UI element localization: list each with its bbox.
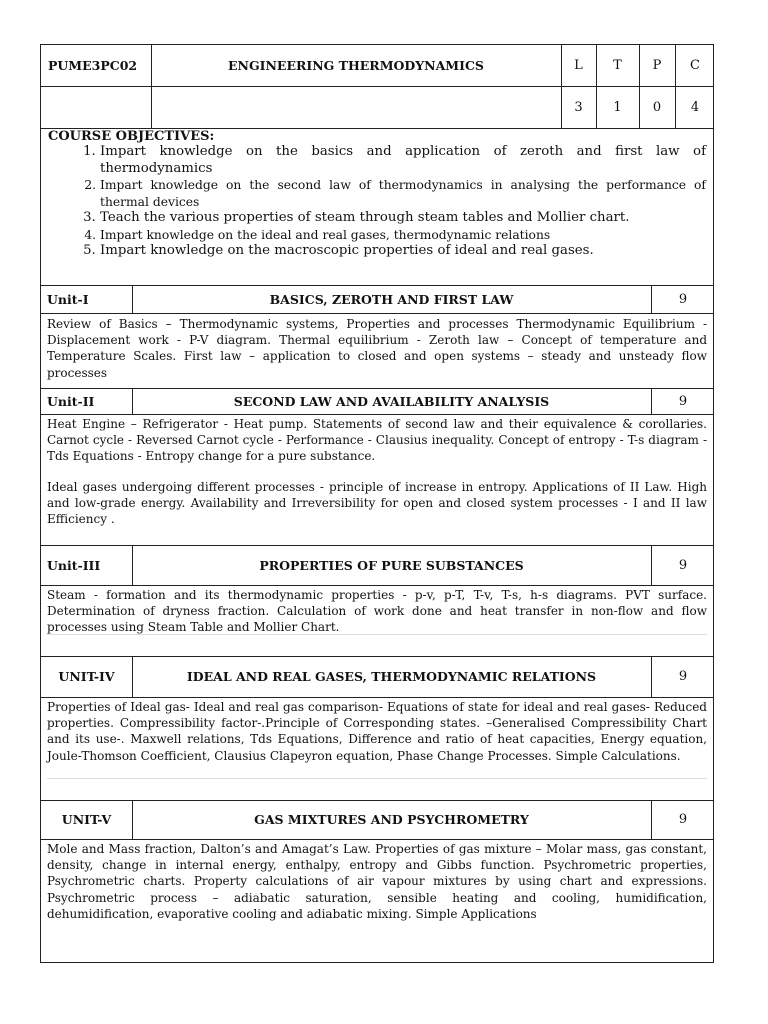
- ltpc-value-t: 1: [613, 99, 622, 115]
- unit-2-label: Unit-II: [47, 393, 95, 409]
- unit-5-content: [41, 840, 713, 960]
- ltpc-value-l: 3: [574, 99, 583, 115]
- unit-1-label: Unit-I: [47, 291, 89, 307]
- ltpc-header-l: L: [574, 58, 583, 73]
- course-code: PUME3PC02: [48, 58, 138, 73]
- unit-2-paragraph: Ideal gases undergoing different processes - principle of increase in entropy. Applications of II Law. High and low-grade energy. Availability and Irreversibility for open and closed system processes - I and II law Efficiency .: [47, 479, 707, 527]
- unit-3-label: Unit-III: [47, 557, 101, 573]
- objective-item: 4. Impart knowledge on the ideal and real gases, thermodynamic relations: [100, 227, 706, 244]
- ltpc-header-p: P: [652, 58, 662, 73]
- ltpc-header-t: T: [613, 58, 622, 73]
- objective-item: 5. Impart knowledge on the macroscopic properties of ideal and real gases.: [100, 243, 706, 260]
- unit-1-paragraph: Review of Basics – Thermodynamic systems, Properties and processes Thermodynamic Equilibrium - Displacement work - P-V diagram. Thermal equilibrium - Zeroth law – Concept of temperature and Temperature Scales. First law – application to closed and open systems – steady and unsteady flow processes: [47, 317, 707, 380]
- unit-3-paragraph: Steam - formation and its thermodynamic properties - p-v, p-T, T-v, T-s, h-s diagrams. PVT surface. Determination of dryness fraction. Calculation of work done and heat transfer in non-flow and flow processes using Steam Table and Mollier Chart.: [47, 588, 707, 635]
- unit-3-hours: 9: [678, 557, 688, 573]
- objectives-list: [48, 144, 706, 260]
- ltpc-value-c: 4: [690, 99, 700, 115]
- unit-2-content: [41, 415, 713, 545]
- ltpc-header-c: C: [690, 58, 700, 73]
- syllabus-frame: [40, 44, 714, 963]
- unit-3-content: [41, 586, 713, 638]
- unit-5-label: UNIT-V: [61, 812, 112, 827]
- objectives-section: [41, 128, 713, 285]
- unit-2-paragraph: Heat Engine – Refrigerator - Heat pump. Statements of second law and their equivalence & corollaries. Carnot cycle - Reversed Carnot cycle - Performance - Clausius inequality. Concept of entropy - T-s diagram - Tds Equations - Entropy change for a pure substance.: [47, 417, 707, 464]
- unit-5-paragraph: Mole and Mass fraction, Dalton’s and Amagat’s Law. Properties of gas mixture – Molar mass, gas constant, density, change in internal energy, enthalpy, entropy and Gibbs function. Psychrometric properties, Psychrometric charts. Property calculations of air vapour mixtures by using chart and expressions. Psychrometric process – adiabatic saturation, sensible heating and cooling, humidification, dehumidification, evaporative cooling and adiabatic mixing. Simple Applications: [47, 842, 707, 921]
- unit-2-hours: 9: [678, 393, 688, 409]
- unit-1-title: BASICS, ZEROTH AND FIRST LAW: [269, 291, 514, 307]
- unit-4-hours: 9: [678, 669, 688, 684]
- objective-item: 2. Impart knowledge on the second law of thermodynamics in analysing the performance of thermal devices: [100, 177, 706, 210]
- unit-1-content: [41, 314, 713, 387]
- unit-4-paragraph: Properties of Ideal gas- Ideal and real gas comparison- Equations of state for ideal and real gases- Reduced properties. Compressibility factor-.Principle of Corresponding states. –Generalised Compressibility Chart and its use-. Maxwell relations, Tds Equations, Difference and ratio of heat capacities, Energy equation, Joule-Thomson Coefficient, Clausius Clapeyron equation, Phase Change Processes. Simple Calculations.: [47, 700, 707, 763]
- unit-5-hours: 9: [678, 812, 688, 827]
- unit-4-label: UNIT-IV: [58, 669, 115, 684]
- objectives-heading: COURSE OBJECTIVES:: [48, 129, 215, 144]
- unit-5-title: GAS MIXTURES AND PSYCHROMETRY: [254, 812, 529, 827]
- unit-4-content: [41, 698, 713, 780]
- ltpc-value-p: 0: [652, 99, 662, 115]
- unit-1-hours: 9: [678, 291, 688, 307]
- unit-2-title: SECOND LAW AND AVAILABILITY ANALYSIS: [233, 393, 550, 409]
- unit-3-title: PROPERTIES OF PURE SUBSTANCES: [259, 557, 524, 573]
- objective-item: 1. Impart knowledge on the basics and application of zeroth and first law of thermodynamics: [100, 144, 706, 177]
- unit-4-title: IDEAL AND REAL GASES, THERMODYNAMIC RELATIONS: [186, 669, 597, 684]
- course-title: ENGINEERING THERMODYNAMICS: [228, 58, 484, 73]
- objective-item: 3. Teach the various properties of steam through steam tables and Mollier chart.: [100, 210, 706, 227]
